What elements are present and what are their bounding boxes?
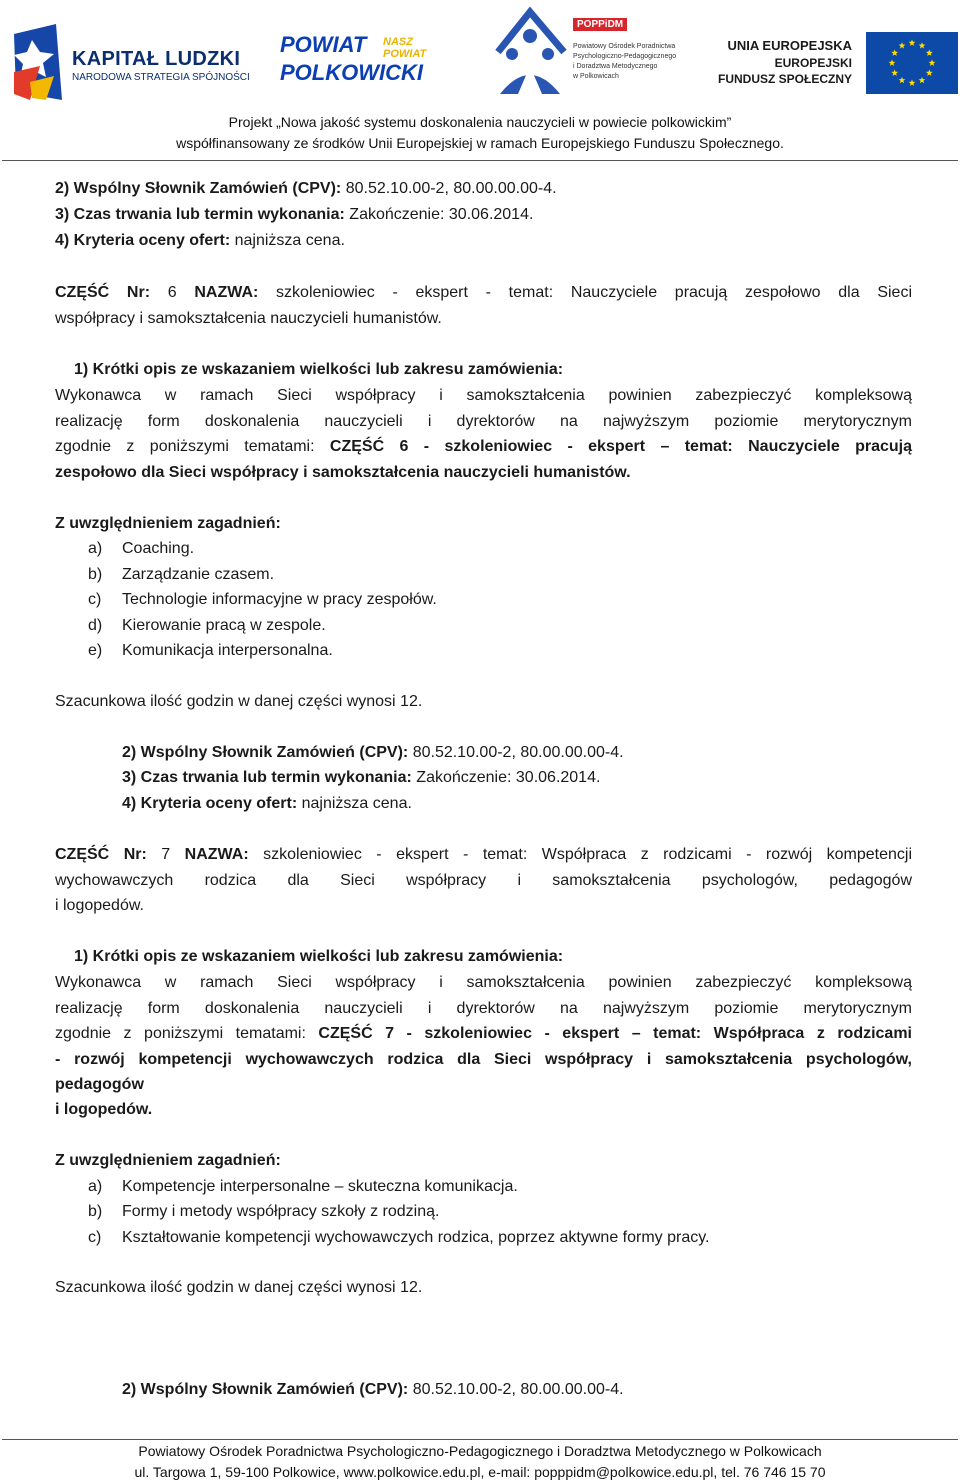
list-marker: c) <box>88 1229 102 1246</box>
czesc-label: CZĘŚĆ Nr: <box>55 284 151 301</box>
eu-efs-logo <box>717 30 960 96</box>
header-logos <box>0 0 960 110</box>
czas-label: 3) Czas trwania lub termin wykonania: <box>122 769 412 786</box>
part7-opis-heading: 1) Krótki opis ze wskazaniem wielkości lub zakresu zamówienia: <box>74 948 564 965</box>
nazwa-text: szkoleniowiec - ekspert - temat: Współpraca z rodzicami - rozwój kompetencji <box>248 846 912 863</box>
part7-cpv-line <box>122 1380 624 1400</box>
kapital-ludzki-title: KAPITAŁ LUDZKI <box>72 48 241 70</box>
czesc-number: 6 <box>150 284 195 301</box>
poppidm-description <box>573 42 676 82</box>
top-czas-line <box>55 205 533 225</box>
part6-opis-line-1: Wykonawca w ramach Sieci współpracy i samokształcenia powinien zabezpieczyć kompleksową <box>55 387 912 404</box>
part7-hours: Szacunkowa ilość godzin w danej części wynosi 12. <box>55 1279 423 1296</box>
powiat-word: POWIAT <box>280 32 367 57</box>
eu-flag <box>866 32 958 94</box>
opis-plain: zgodnie z poniższymi tematami: <box>55 438 330 455</box>
kryteria-label: 4) Kryteria oceny ofert: <box>122 795 298 812</box>
czas-value: Zakończenie: 30.06.2014. <box>411 769 601 786</box>
part6-nazwa-line-1 <box>55 283 912 303</box>
opis-bold: CZĘŚĆ 7 - szkoleniowiec - ekspert – temat: Współpraca z rodzicami <box>318 1025 912 1042</box>
eu-star-icon <box>919 77 926 84</box>
poppidm-desc-line: w Polkowicach <box>573 73 619 80</box>
header-divider <box>2 160 958 161</box>
list-text: Kierowanie pracą w zespole. <box>122 617 326 634</box>
list-text: Kompetencje interpersonalne – skuteczna komunikacja. <box>122 1178 518 1195</box>
list-marker: c) <box>88 591 102 608</box>
cpv-label: 2) Wspólny Słownik Zamówień (CPV): <box>122 1381 409 1398</box>
eu-line-2: EUROPEJSKI <box>774 56 852 70</box>
list-text: Coaching. <box>122 540 195 557</box>
nasz-word: NASZ <box>383 36 413 48</box>
part6-opis-line-2: realizację form doskonalenia nauczycieli i dyrektorów na najwyższym poziomie merytorycznym <box>55 413 912 430</box>
part7-opis-line-5: pedagogów <box>55 1076 144 1093</box>
kryteria-value: najniższa cena. <box>297 795 412 812</box>
cpv-value: 80.52.10.00-2, 80.00.00.00-4. <box>408 744 624 761</box>
list-marker: b) <box>88 566 103 583</box>
czas-label: 3) Czas trwania lub termin wykonania: <box>55 206 345 223</box>
czesc-label: CZĘŚĆ Nr: <box>55 846 147 863</box>
list-item <box>88 641 333 661</box>
eu-line-3: FUNDUSZ SPOŁECZNY <box>717 72 852 86</box>
part6-hours: Szacunkowa ilość godzin w danej części wynosi 12. <box>55 693 423 710</box>
list-item <box>88 616 326 636</box>
list-marker: d) <box>88 617 103 634</box>
part6-zagadnienia-heading: Z uwzględnieniem zagadnień: <box>55 515 281 532</box>
eu-star-icon <box>891 49 898 56</box>
eu-star-icon <box>909 39 916 46</box>
part6-opis-heading: 1) Krótki opis ze wskazaniem wielkości lub zakresu zamówienia: <box>74 361 564 378</box>
eu-stars-icon <box>866 32 958 94</box>
czesc-number: 7 <box>146 846 185 863</box>
part6-nazwa-line-2: współpracy i samokształcenia nauczycieli humanistów. <box>55 310 442 327</box>
powiat-polkowicki-logo <box>280 28 438 90</box>
list-item <box>88 539 195 559</box>
list-text: Zarządzanie czasem. <box>122 566 275 583</box>
nazwa-text: szkoleniowiec - ekspert - temat: Nauczyciele pracują zespołowo dla Sieci <box>258 284 913 301</box>
kryteria-value: najniższa cena. <box>230 232 345 249</box>
part7-zagadnienia-heading: Z uwzględnieniem zagadnień: <box>55 1152 281 1169</box>
nazwa-label: NAZWA: <box>194 284 259 301</box>
part7-opis-line-6: i logopedów. <box>55 1101 153 1118</box>
cpv-label: 2) Wspólny Słownik Zamówień (CPV): <box>55 180 342 197</box>
opis-bold: CZĘŚĆ 6 - szkoleniowiec - ekspert – temat: Nauczyciele pracują <box>329 438 913 455</box>
eu-star-icon <box>926 69 933 76</box>
list-text: Technologie informacyjne w pracy zespołów. <box>122 591 437 608</box>
part7-opis-line-1: Wykonawca w ramach Sieci współpracy i samokształcenia powinien zabezpieczyć kompleksową <box>55 974 912 991</box>
opis-plain: zgodnie z poniższymi tematami: <box>55 1025 319 1042</box>
eu-star-icon <box>919 42 926 49</box>
list-text: Formy i metody współpracy szkoły z rodziną. <box>122 1203 440 1220</box>
list-item <box>88 1228 710 1248</box>
eu-star-icon <box>909 79 916 86</box>
list-marker: e) <box>88 642 103 659</box>
part6-opis-line-4: zespołowo dla Sieci współpracy i samokształcenia nauczycieli humanistów. <box>55 464 631 481</box>
list-text: Komunikacja interpersonalna. <box>122 642 333 659</box>
list-item <box>88 565 275 585</box>
part7-nazwa-line-3: i logopedów. <box>55 897 144 914</box>
part7-opis-line-4: - rozwój kompetencji wychowawczych rodzica dla Sieci współpracy i samokształcenia psychologów, <box>55 1051 912 1068</box>
eu-star-icon <box>889 59 896 66</box>
project-banner <box>0 112 960 154</box>
nazwa-label: NAZWA: <box>184 846 249 863</box>
polkowicki-word: POLKOWICKI <box>280 60 423 85</box>
kapital-ludzki-subtitle: NARODOWA STRATEGIA SPÓJNOŚCI <box>72 72 250 83</box>
nasz-powiat-badge <box>383 36 426 60</box>
poppidm-name-badge: POPPiDM <box>573 18 627 31</box>
kryteria-label: 4) Kryteria oceny ofert: <box>55 232 231 249</box>
project-line-2: współfinansowany ze środków Unii Europejskiej w ramach Europejskiego Funduszu Społecznego. <box>176 135 784 151</box>
eu-line-1: UNIA EUROPEJSKA <box>727 38 852 53</box>
part7-nazwa-line-2: wychowawczych rodzica dla Sieci współpracy i samokształcenia psychologów, pedagogów <box>55 872 912 889</box>
poppidm-logo <box>488 6 698 100</box>
part6-kryteria-line <box>122 794 412 814</box>
eu-star-icon <box>899 42 906 49</box>
list-text: Kształtowanie kompetencji wychowawczych rodzica, poprzez aktywne formy pracy. <box>122 1229 710 1246</box>
czas-value: Zakończenie: 30.06.2014. <box>344 206 534 223</box>
poppidm-desc-line: i Doradztwa Metodycznego <box>573 63 658 70</box>
list-item <box>88 1177 518 1197</box>
eu-star-icon <box>926 49 933 56</box>
footer-divider <box>2 1439 958 1440</box>
project-line-1: Projekt „Nowa jakość systemu doskonalenia nauczycieli w powiecie polkowickim” <box>228 114 732 130</box>
list-marker: a) <box>88 540 103 557</box>
top-kryteria-line <box>55 231 345 251</box>
poppidm-desc-line: Psychologiczno-Pedagogicznego <box>573 53 677 60</box>
list-marker: a) <box>88 1178 103 1195</box>
part6-opis-line-3 <box>55 437 912 457</box>
part6-czas-line <box>122 768 600 788</box>
list-item <box>88 590 437 610</box>
cpv-value: 80.52.10.00-2, 80.00.00.00-4. <box>341 180 557 197</box>
list-item <box>88 1202 440 1222</box>
poppidm-emblem-icon <box>488 6 572 100</box>
top-cpv-line <box>55 179 557 199</box>
poppidm-desc-line: Powiatowy Ośrodek Poradnictwa <box>573 43 676 50</box>
eu-star-icon <box>929 59 936 66</box>
part7-opis-line-3 <box>55 1024 912 1044</box>
eu-star-icon <box>891 69 898 76</box>
part7-opis-line-2: realizację form doskonalenia nauczycieli i dyrektorów na najwyższym poziomie merytorycznym <box>55 1000 912 1017</box>
footer-line-2: ul. Targowa 1, 59-100 Polkowice, www.polkowice.edu.pl, e-mail: popppidm@polkowice.edu.pl, tel. 76 746 15 70 <box>134 1464 826 1480</box>
kapital-ludzki-logo <box>10 22 250 102</box>
footer-line-1: Powiatowy Ośrodek Poradnictwa Psychologiczno-Pedagogicznego i Doradztwa Metodycznego w Polkowicach <box>138 1443 822 1459</box>
list-marker: b) <box>88 1203 103 1220</box>
part7-nazwa-line-1 <box>55 845 912 865</box>
cpv-label: 2) Wspólny Słownik Zamówień (CPV): <box>122 744 409 761</box>
part6-cpv-line <box>122 743 624 763</box>
eu-star-icon <box>899 77 906 84</box>
kapital-ludzki-emblem-icon <box>10 22 68 102</box>
nasz-powiat-word: POWIAT <box>383 48 427 60</box>
cpv-value: 80.52.10.00-2, 80.00.00.00-4. <box>408 1381 624 1398</box>
